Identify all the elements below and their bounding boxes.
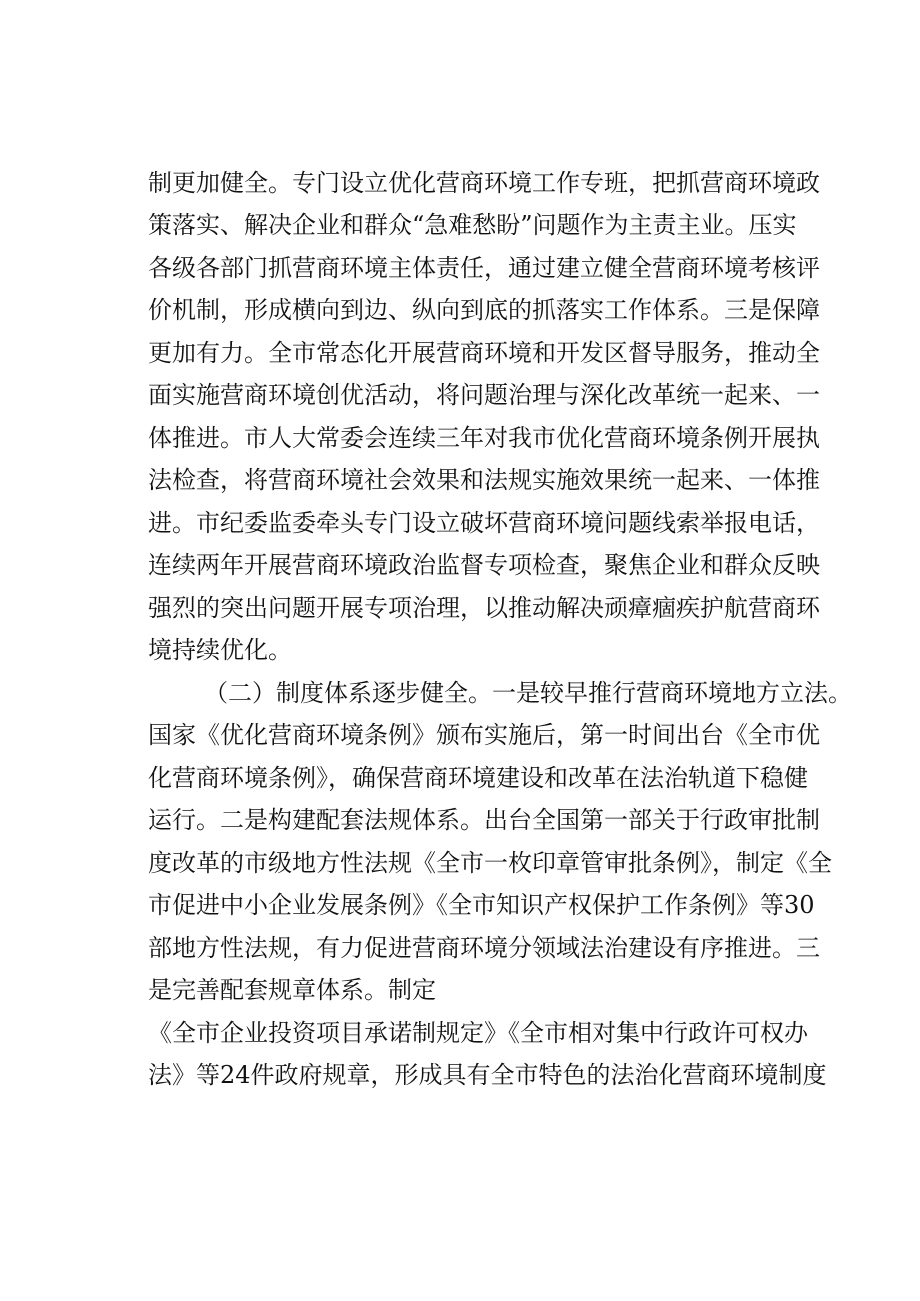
text-line: 进。市纪委监委牵头专门设立破坏营商环境问题线索举报电话，: [148, 509, 820, 537]
text-line: 化营商环境条例》，确保营商环境建设和改革在法治轨道下稳健: [148, 764, 808, 792]
text-line: 连续两年开展营商环境政治监督专项检查，聚焦企业和群众反映: [148, 551, 820, 579]
text-line: 面实施营商环境创优活动，将问题治理与深化改革统一起来、一: [148, 381, 820, 409]
text-line: 国家《优化营商环境条例》颁布实施后，第一时间出台《全市优: [148, 721, 820, 749]
text-line: 境持续优化。: [148, 636, 292, 664]
text-line: 价机制，形成横向到边、纵向到底的抓落实工作体系。三是保障: [148, 296, 820, 324]
text-line: 法检查，将营商环境社会效果和法规实施效果统一起来、一体推: [148, 466, 820, 494]
text-line: 运行。二是构建配套法规体系。出台全国第一部关于行政审批制: [148, 806, 820, 834]
text-line: 度改革的市级地方性法规《全市一枚印章管审批条例》，制定《全: [148, 849, 832, 877]
text-line: 体推进。市人大常委会连续三年对我市优化营商环境条例开展执: [148, 424, 820, 452]
text-line: 更加有力。全市常态化开展营商环境和开发区督导服务，推动全: [148, 339, 820, 367]
text-line: 市促进中小企业发展条例》《全市知识产权保护工作条例》等30: [148, 891, 815, 919]
text-line: 部地方性法规，有力促进营商环境分领域法治建设有序推进。三: [148, 934, 820, 962]
text-line: 制更加健全。专门设立优化营商环境工作专班，把抓营商环境政: [148, 169, 820, 197]
text-line: 强烈的突出问题开展专项治理，以推动解决顽瘴痼疾护航营商环: [148, 594, 820, 622]
text-line: 是完善配套规章体系。制定: [148, 976, 436, 1004]
text-line: 法》等24件政府规章，形成具有全市特色的法治化营商环境制度: [148, 1061, 827, 1089]
text-line: 策落实、解决企业和群众“急难愁盼”问题作为主责主业。压实: [148, 211, 797, 239]
section-heading-line: （二）制度体系逐步健全。一是较早推行营商环境地方立法。: [204, 679, 852, 707]
text-line: 《全市企业投资项目承诺制规定》《全市相对集中行政许可权办: [148, 1019, 808, 1047]
text-line: 各级各部门抓营商环境主体责任，通过建立健全营商环境考核评: [148, 254, 820, 282]
